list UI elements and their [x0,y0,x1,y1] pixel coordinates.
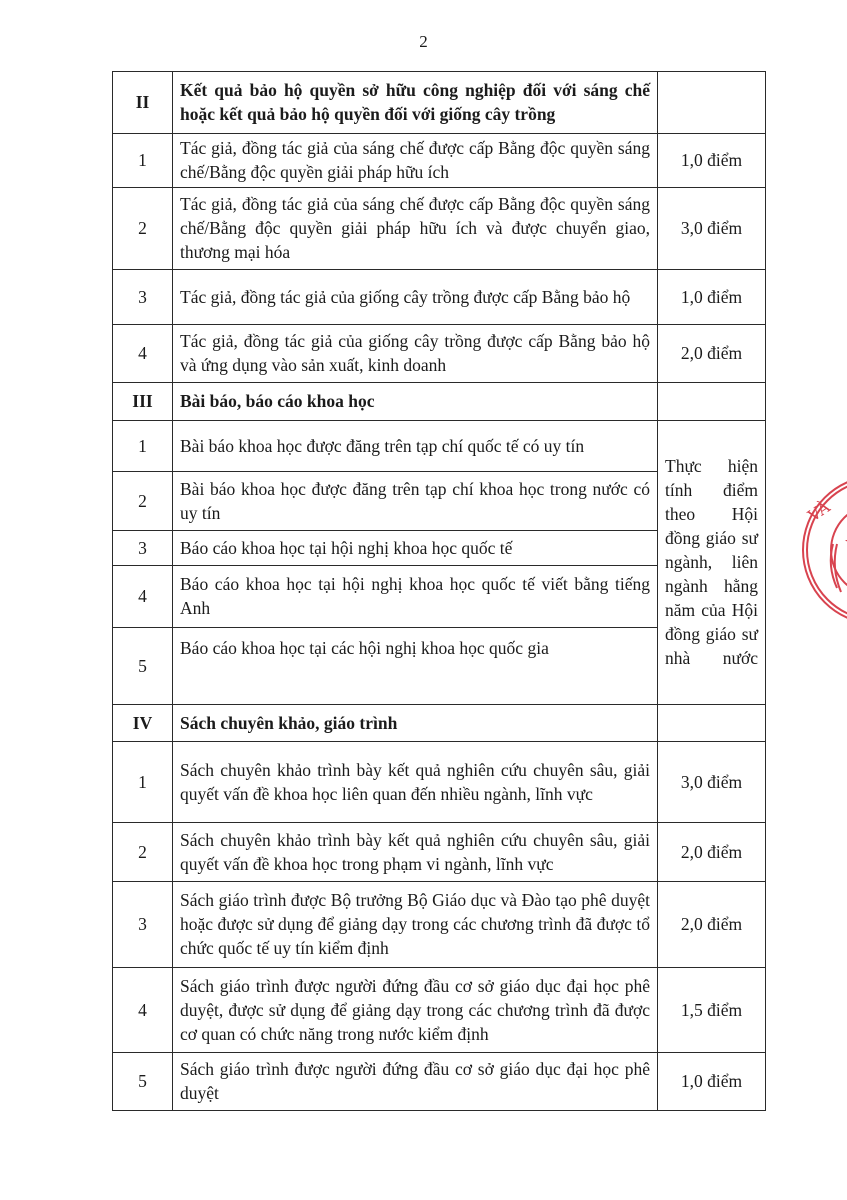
section-header-row [113,72,766,134]
row-score: 3,0 điểm [658,188,766,270]
row-description: Sách giáo trình được người đứng đầu cơ sở giáo dục đại học phê duyệt, được sử dụng để giảng dạy trong các chương trình đã được cơ quan có chức năng trong nước kiểm định [173,968,658,1053]
row-number: 4 [113,566,173,628]
row-description: Sách giáo trình được Bộ trưởng Bộ Giáo dục và Đào tạo phê duyệt hoặc được sử dụng để giảng dạy trong các chương trình đã được tổ chức quốc tế uy tín kiểm định [173,882,658,968]
row-description: Báo cáo khoa học tại hội nghị khoa học quốc tế viết bằng tiếng Anh [173,566,658,628]
row-description: Tác giả, đồng tác giả của sáng chế được cấp Bằng độc quyền sáng chế/Bằng độc quyền giải pháp hữu ích [173,134,658,188]
row-score: 1,0 điểm [658,270,766,325]
section-number: II [113,72,173,134]
row-number: 1 [113,421,173,472]
section-header-row [113,705,766,742]
row-description: Bài báo khoa học được đăng trên tạp chí khoa học trong nước có uy tín [173,472,658,531]
section-heading: Bài báo, báo cáo khoa học [173,383,658,421]
row-number: 5 [113,1053,173,1111]
seal-wreath [831,544,841,592]
seal-inner-ring [831,504,847,596]
row-description: Sách chuyên khảo trình bày kết quả nghiên cứu chuyên sâu, giải quyết vấn đề khoa học trong phạm vi ngành, lĩnh vực [173,823,658,882]
scoring-table [112,71,766,1111]
seal-outer-ring-inner [807,480,847,620]
row-number: 3 [113,882,173,968]
table-row [113,421,766,472]
row-description: Tác giả, đồng tác giả của sáng chế được cấp Bằng độc quyền sáng chế/Bằng độc quyền giải pháp hữu ích và được chuyển giao, thương mại hóa [173,188,658,270]
table-row [113,742,766,823]
row-number: 3 [113,531,173,566]
row-score: 3,0 điểm [658,742,766,823]
seal-icon [797,470,847,630]
table-row [113,823,766,882]
row-number: 2 [113,823,173,882]
row-score: 1,5 điểm [658,968,766,1053]
row-number: 3 [113,270,173,325]
row-description: Sách giáo trình được người đứng đầu cơ sở giáo dục đại học phê duyệt [173,1053,658,1111]
merged-score-note: Thực hiện tính điểm theo Hội đồng giáo sư ngành, liên ngành hằng năm của Hội đồng giáo sư nhà nước [658,421,766,705]
table-row [113,1053,766,1111]
row-description: Tác giả, đồng tác giả của giống cây trồng được cấp Bằng bảo hộ [173,270,658,325]
row-number: 5 [113,628,173,705]
table-row [113,325,766,383]
table-row [113,882,766,968]
table-row [113,134,766,188]
section-heading: Sách chuyên khảo, giáo trình [173,705,658,742]
row-description: Báo cáo khoa học tại hội nghị khoa học quốc tế [173,531,658,566]
section-heading: Kết quả bảo hộ quyền sở hữu công nghiệp đối với sáng chế hoặc kết quả bảo hộ quyền đối với giống cây trồng [173,72,658,134]
row-score: 2,0 điểm [658,325,766,383]
row-description: Sách chuyên khảo trình bày kết quả nghiên cứu chuyên sâu, giải quyết vấn đề khoa học liên quan đến nhiều ngành, lĩnh vực [173,742,658,823]
seal-outer-ring [803,476,847,624]
row-description: Báo cáo khoa học tại các hội nghị khoa học quốc gia [173,628,658,705]
row-number: 1 [113,134,173,188]
table-row [113,968,766,1053]
seal-text-fragment: VÀ [804,497,834,526]
row-description: Bài báo khoa học được đăng trên tạp chí quốc tế có uy tín [173,421,658,472]
row-number: 1 [113,742,173,823]
section-header-row [113,383,766,421]
section-number: III [113,383,173,421]
official-seal-stamp [797,470,847,630]
row-score: 1,0 điểm [658,1053,766,1111]
section-number: IV [113,705,173,742]
table-row [113,188,766,270]
row-score: 2,0 điểm [658,882,766,968]
row-score: 1,0 điểm [658,134,766,188]
row-number: 4 [113,968,173,1053]
table-row [113,270,766,325]
row-score: 2,0 điểm [658,823,766,882]
row-number: 2 [113,188,173,270]
row-number: 2 [113,472,173,531]
row-description: Tác giả, đồng tác giả của giống cây trồng được cấp Bằng bảo hộ và ứng dụng vào sản xuất, kinh doanh [173,325,658,383]
row-number: 4 [113,325,173,383]
page-number: 2 [419,32,428,51]
